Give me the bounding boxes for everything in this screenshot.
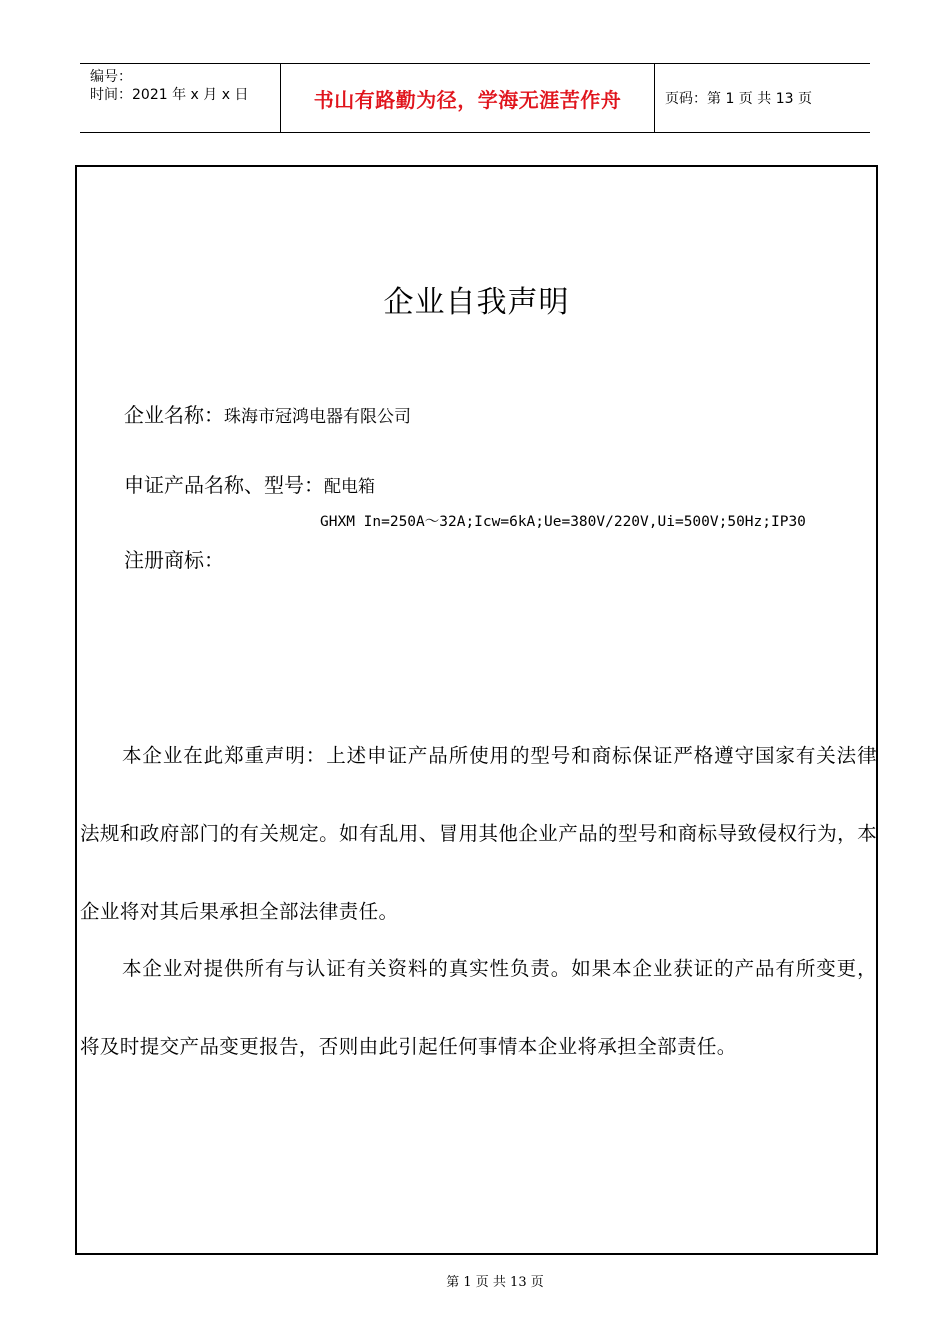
product-label: 申证产品名称、型号： xyxy=(124,473,324,497)
company-field xyxy=(124,399,411,428)
declaration-paragraph-2: 本企业对提供所有与认证有关资料的真实性负责。如果本企业获证的产品有所变更，将及时提交产品变更报告，否则由此引起任何事情本企业将承担全部责任。 xyxy=(80,957,877,1058)
header-divider-right xyxy=(654,64,655,132)
declaration-box xyxy=(75,165,878,1255)
model-spec: GHXM In=250A～32A;Icw=6kA;Ue=380V/220V,Ui=500V;50Hz;IP30 xyxy=(320,514,806,530)
company-label: 企业名称： xyxy=(124,403,224,427)
document-time: 时间：2021 年 x 月 x 日 xyxy=(90,87,249,103)
product-field xyxy=(124,469,375,498)
trademark-label: 注册商标： xyxy=(124,548,224,572)
page-footer: 第 1 页 共 13 页 xyxy=(446,1275,544,1290)
header-motto: 书山有路勤为径，学海无涯苦作舟 xyxy=(313,87,622,112)
page-header xyxy=(80,63,870,133)
header-meta xyxy=(90,68,280,104)
company-value: 珠海市冠鸿电器有限公司 xyxy=(224,407,411,427)
product-value: 配电箱 xyxy=(324,477,375,497)
document-title: 企业自我声明 xyxy=(383,285,570,320)
document-number-label: 编号： xyxy=(90,69,132,85)
trademark-field xyxy=(124,544,224,573)
declaration-paragraph-1: 本企业在此郑重声明：上述申证产品所使用的型号和商标保证严格遵守国家有关法律法规和政府部门的有关规定。如有乱用、冒用其他企业产品的型号和商标导致侵权行为，本企业将对其后果承担全部法律责任。 xyxy=(80,744,877,923)
header-page-info: 页码：第 1 页 共 13 页 xyxy=(665,91,812,107)
